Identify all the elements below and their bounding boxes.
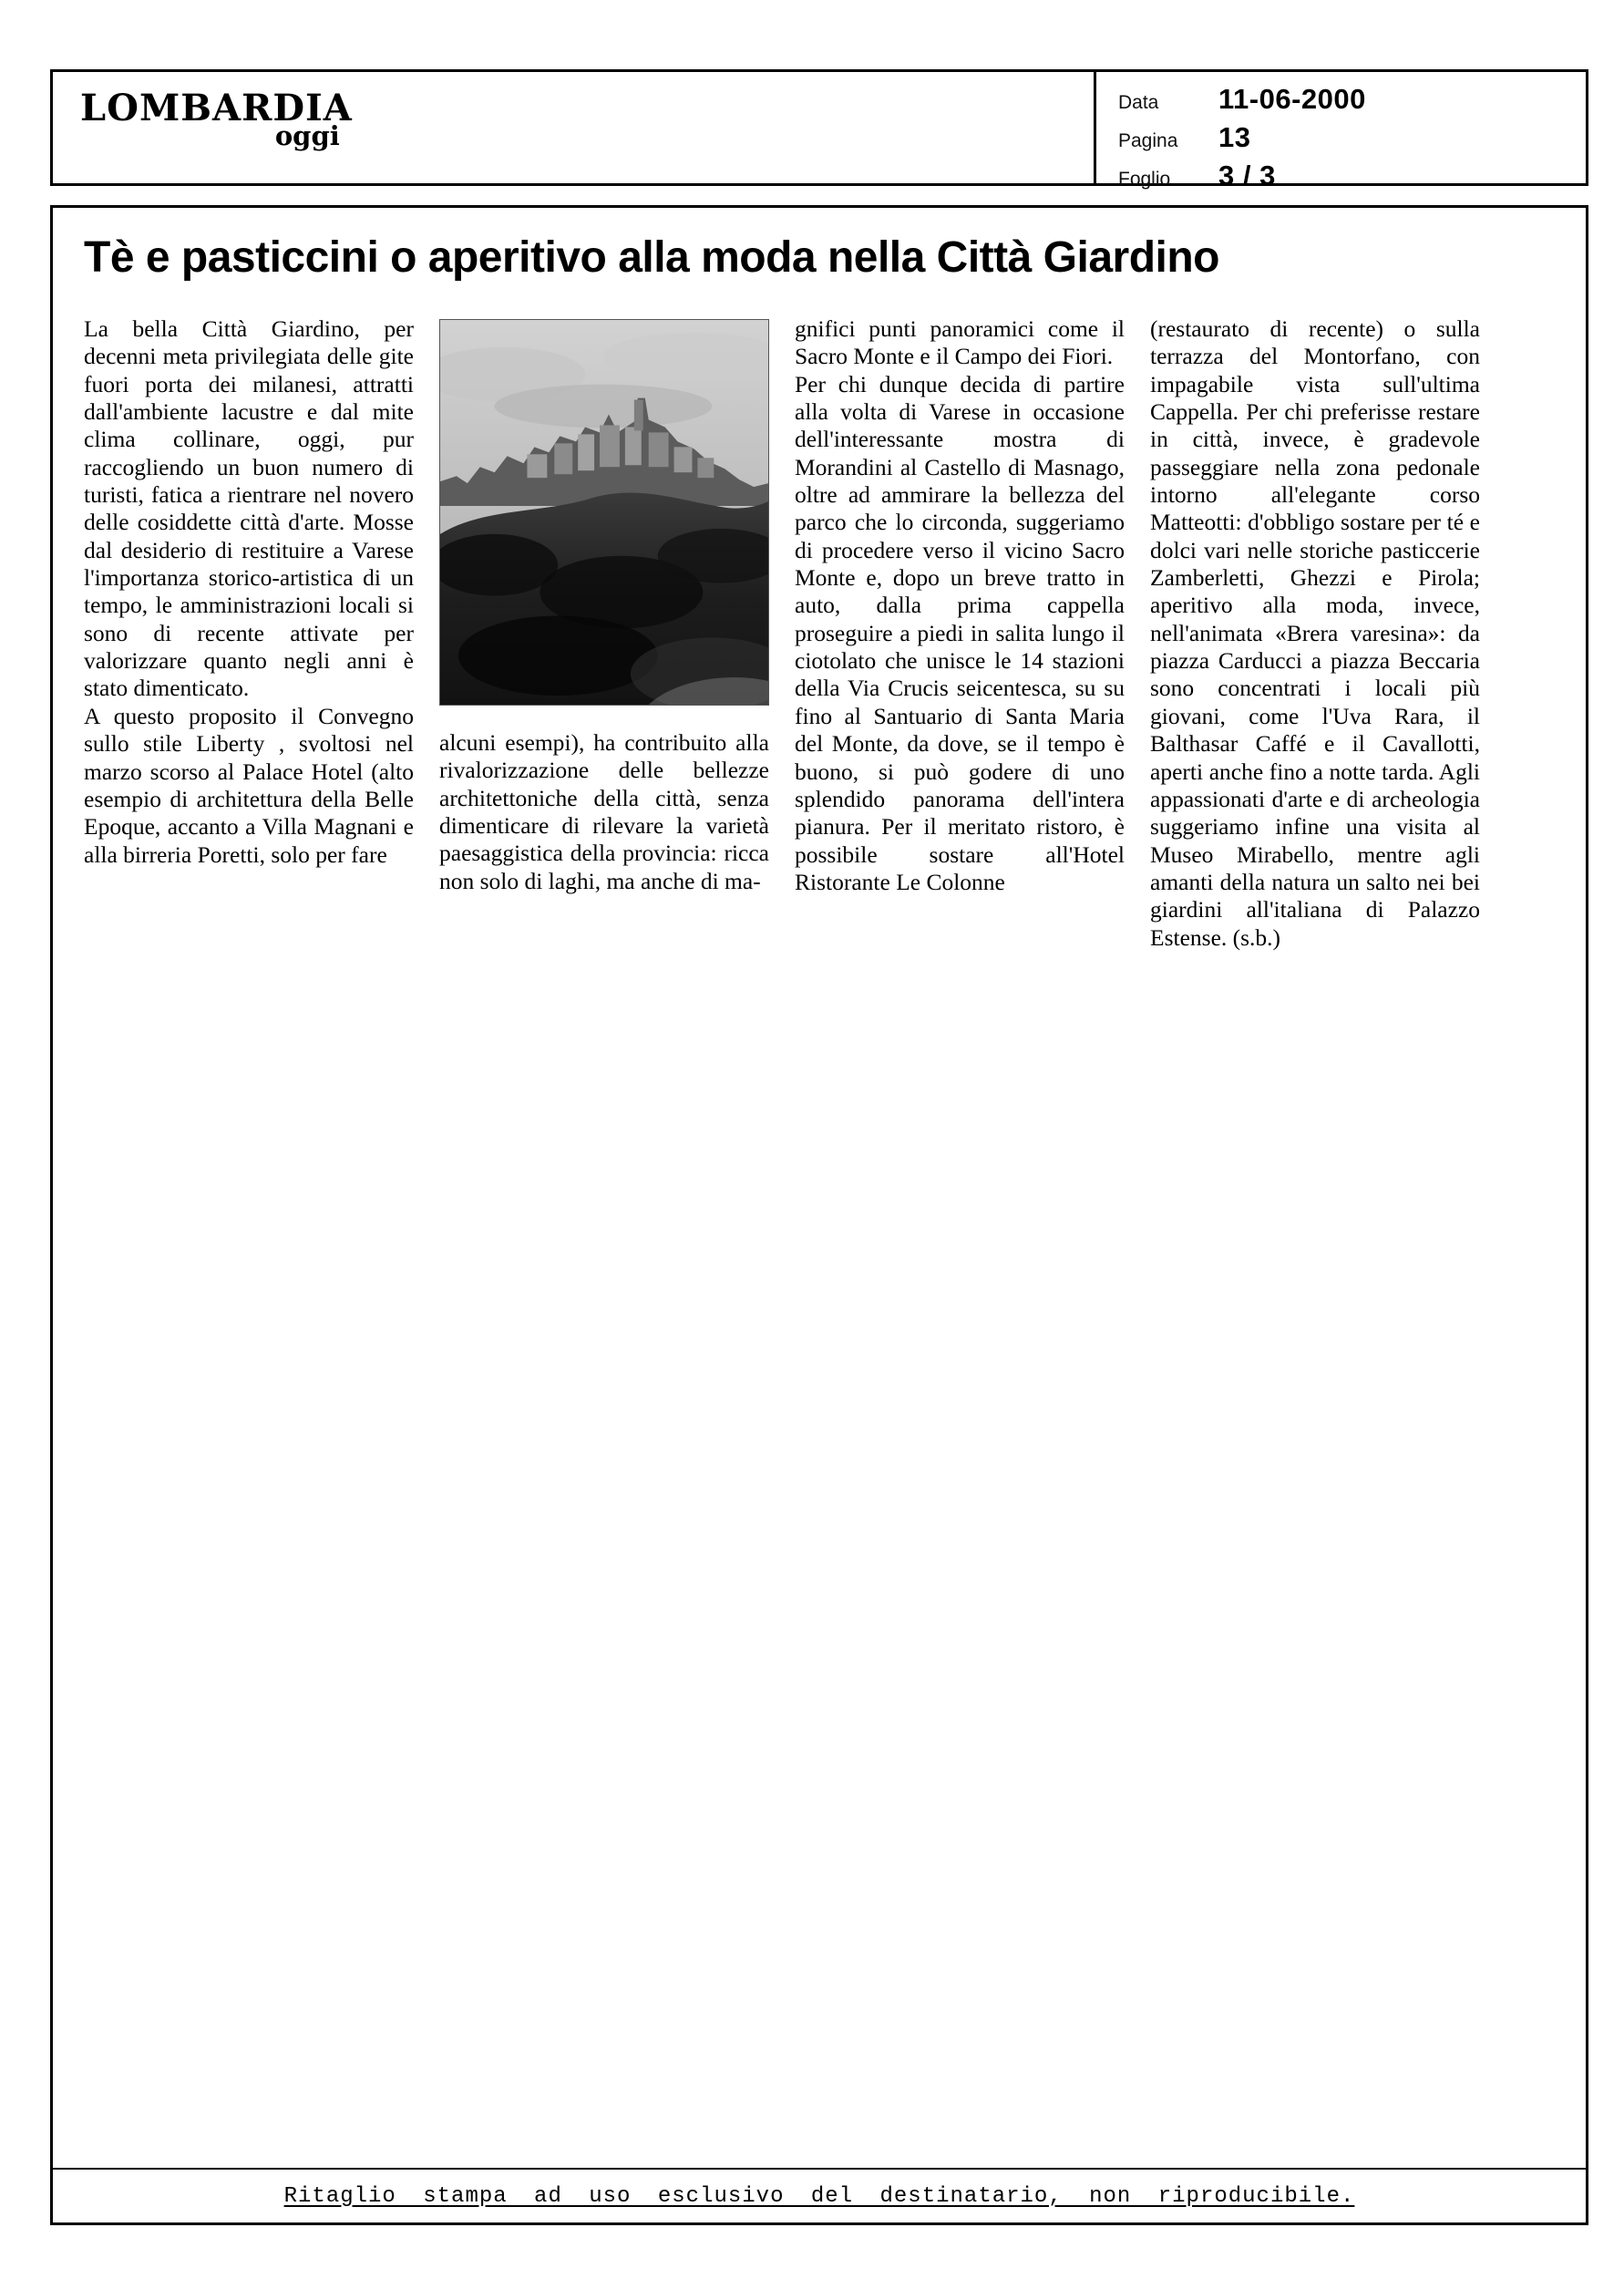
article-photo xyxy=(439,319,769,706)
hillside-village-photo xyxy=(440,320,768,705)
article-column-1 xyxy=(84,315,414,952)
meta-row-data xyxy=(1118,83,1586,116)
article-column-2 xyxy=(439,315,769,952)
paragraph: gnifici punti panoramici come il Sacro Monte e il Campo dei Fiori. xyxy=(795,315,1125,370)
meta-row-foglio xyxy=(1118,160,1586,192)
meta-value-pagina: 13 xyxy=(1218,121,1251,153)
article-columns xyxy=(84,315,1480,952)
meta-row-pagina xyxy=(1118,121,1586,154)
clipping-meta-panel xyxy=(1094,72,1586,191)
article-column-3 xyxy=(795,315,1125,952)
paragraph: Per chi dunque decida di partire alla volta di Varese in occasione dell'interessante mostra di Morandini al Castello di Masnago, oltre ad ammirare la bellezza del parco che lo circonda, suggeriamo di procedere verso il vicino Sacro Monte e, dopo un breve tratto in auto, dalla prima cappella proseguire a piedi in salita lungo il ciotolato che unisce le 14 stazioni della Via Crucis seicentesca, su su fino al Santuario di Santa Maria del Monte, da dove, se il tempo è buono, si può godere di uno splendido panorama dell'intera pianura. Per il meritato ristoro, è possibile sostare all'Hotel Ristorante Le Colonne xyxy=(795,370,1125,895)
meta-value-data: 11-06-2000 xyxy=(1218,83,1366,115)
article-column-4 xyxy=(1150,315,1480,952)
paragraph: (restaurato di recente) o sulla terrazza del Montorfano, con impagabile vista sull'ultima Cappella. Per chi preferisse restare in città, invece, è gradevole passeggiare nella zona pedonale intorno all'elegante corso Matteotti: d'obbligo sostare per té e dolci vari nelle storiche pasticcerie Zamberletti, Ghezzi e Pirola; aperitivo alla moda, invece, nell'animata «Brera varesina»: da piazza Carducci a piazza Beccaria sono concentrati i locali più giovani, come l'Uva Rara, il Balthasar Caffé e il Cavallotti, aperti anche fino a notte tarda. Agli appassionati d'arte e di archeologia suggeriamo infine una visita al Museo Mirabello, mentre agli amanti della natura un salto nei bei giardini all'italiana di Palazzo Estense. (s.b.) xyxy=(1150,315,1480,951)
clipping-header xyxy=(50,69,1588,191)
article-headline: Tè e pasticcini o aperitivo alla moda nella Città Giardino xyxy=(84,233,1219,282)
meta-value-foglio: 3 / 3 xyxy=(1218,160,1276,191)
meta-label-data: Data xyxy=(1118,92,1159,113)
publication-logo xyxy=(80,87,353,151)
footer-disclaimer-text: Ritaglio stampa ad uso esclusivo del destinatario, non riproducibile. xyxy=(283,2183,1355,2209)
footer-disclaimer xyxy=(53,2168,1586,2222)
paragraph: alcuni esempi), ha contribuito alla rivalorizzazione delle bellezze architettoniche della città, senza dimenticare di rilevare la varietà paesaggistica della provincia: ricca non solo di laghi, ma anche di ma- xyxy=(439,729,769,894)
meta-label-foglio: Foglio xyxy=(1118,169,1171,190)
article-frame xyxy=(50,205,1588,2225)
logo-oggi-text: oggi xyxy=(274,120,340,151)
paragraph: La bella Città Giardino, per decenni meta privilegiata delle gite fuori porta dei milanesi, attratti dall'ambiente lacustre e dal mite clima collinare, oggi, pur raccogliendo un buon numero di turisti, fatica a rientrare nel novero delle cosiddette città d'arte. Mosse dal desiderio di restituire a Varese l'importanza storico-artistica di un tempo, le amministrazioni locali si sono di recente attivate per valorizzare quanto negli anni è stato dimenticato. xyxy=(84,315,414,702)
meta-label-pagina: Pagina xyxy=(1118,130,1178,151)
logo-lombardia-text: LOMBARDIA xyxy=(80,87,353,129)
paragraph: A questo proposito il Convegno sullo stile Liberty , svoltosi nel marzo scorso al Palace Hotel (alto esempio di architettura della Belle Epoque, accanto a Villa Magnani e alla birreria Poretti, solo per fare xyxy=(84,702,414,868)
